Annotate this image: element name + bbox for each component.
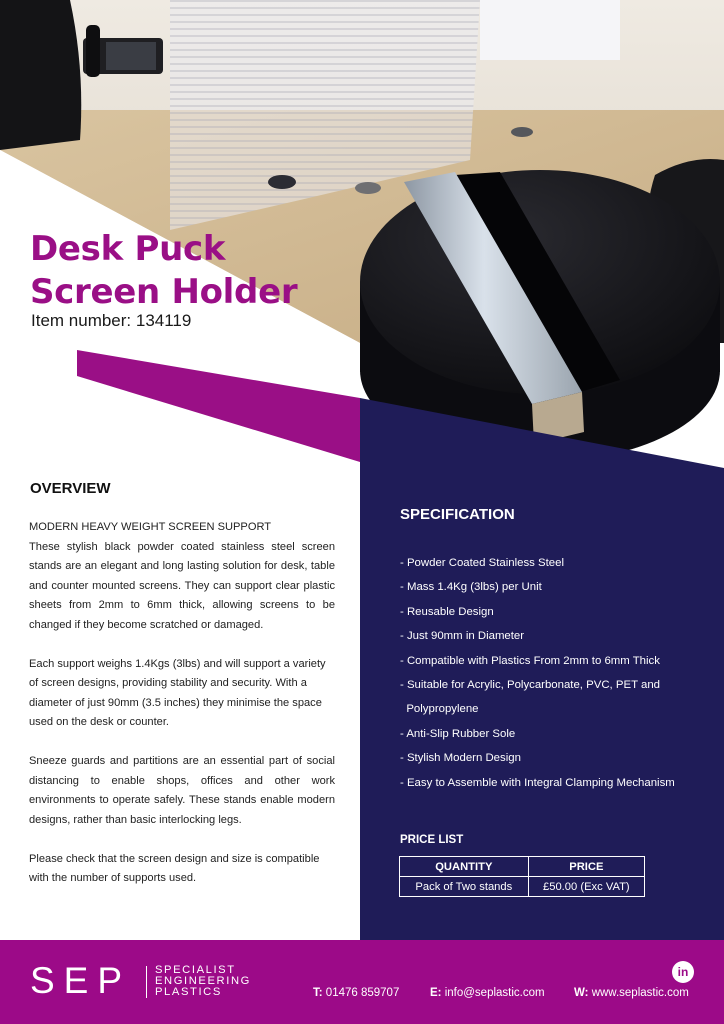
logo-word: SPECIALIST (155, 964, 236, 976)
column-header-quantity: QUANTITY (400, 857, 529, 877)
logo-divider (146, 966, 147, 998)
spec-item: - Compatible with Plastics From 2mm to 6mm Thick (400, 654, 660, 667)
spec-item: - Stylish Modern Design (400, 752, 521, 765)
web-label: W: (574, 987, 589, 999)
price-cell: £50.00 (Exc VAT) (528, 877, 644, 897)
overview-text (29, 518, 335, 908)
overview-paragraph-3: Sneeze guards and partitions are an essential part of social distancing to enable shops, offices and other work environments to operate safely. These stands enable modern designs, rather than basic interlocking legs. (29, 755, 335, 826)
phone-label: T: (313, 987, 323, 999)
spec-item: Polypropylene (400, 703, 479, 716)
spec-item: - Easy to Assemble with Integral Clamping Mechanism (400, 776, 675, 789)
spec-item: - Suitable for Acrylic, Polycarbonate, PVC, PET and (400, 679, 660, 692)
overview-heading: OVERVIEW (30, 480, 111, 497)
price-table (399, 856, 645, 897)
title-line-1: Desk Puck (30, 229, 226, 269)
overview-kicker: MODERN HEAVY WEIGHT SCREEN SUPPORT (29, 521, 272, 533)
title-line-2: Screen Holder (30, 272, 298, 312)
contact-email[interactable] (430, 987, 545, 999)
spec-item: - Just 90mm in Diameter (400, 630, 525, 643)
linkedin-icon[interactable]: in (672, 961, 694, 983)
quantity-cell: Pack of Two stands (400, 877, 529, 897)
contact-phone (313, 987, 399, 999)
column-header-price: PRICE (528, 857, 644, 877)
price-list-heading: PRICE LIST (400, 834, 464, 846)
specification-list (400, 551, 710, 795)
overview-paragraph-2: Each support weighs 1.4Kgs (3lbs) and will support a variety of screen designs, providing stability and security. With a diameter of just 90mm (3.5 inches) they minimise the space used on the desk or counter. (29, 657, 326, 728)
spec-item: - Mass 1.4Kg (3lbs) per Unit (400, 581, 542, 594)
spec-item: - Anti-Slip Rubber Sole (400, 727, 516, 740)
overview-paragraph-4: Please check that the screen design and size is compatible with the number of supports used. (29, 852, 320, 884)
specification-heading: SPECIFICATION (400, 506, 515, 523)
phone-number: 01476 859707 (325, 987, 400, 999)
item-number: Item number: 134119 (31, 311, 192, 330)
email-label: E: (430, 987, 442, 999)
logo-word: PLASTICS (155, 986, 222, 998)
product-title (30, 228, 297, 314)
email-link[interactable]: info@seplastic.com (444, 987, 545, 999)
overview-paragraph-1: These stylish black powder coated stainless steel screen stands are an elegant and long lasting solution for desk, table and counter mounted screens. They can support clear plastic sheets from 2mm to 6mm thick, allowing screens to be changed if they become scratched or damaged. (29, 540, 335, 631)
table-row (400, 877, 645, 897)
sep-logo: SEP (30, 960, 132, 1001)
contact-website[interactable] (574, 987, 689, 999)
logo-word: ENGINEERING (155, 975, 251, 987)
website-link[interactable]: www.seplastic.com (591, 987, 689, 999)
logo-wordmark (155, 965, 251, 998)
spec-item: - Reusable Design (400, 605, 494, 618)
price-table-header-row (400, 857, 645, 877)
spec-item: - Powder Coated Stainless Steel (400, 557, 564, 569)
